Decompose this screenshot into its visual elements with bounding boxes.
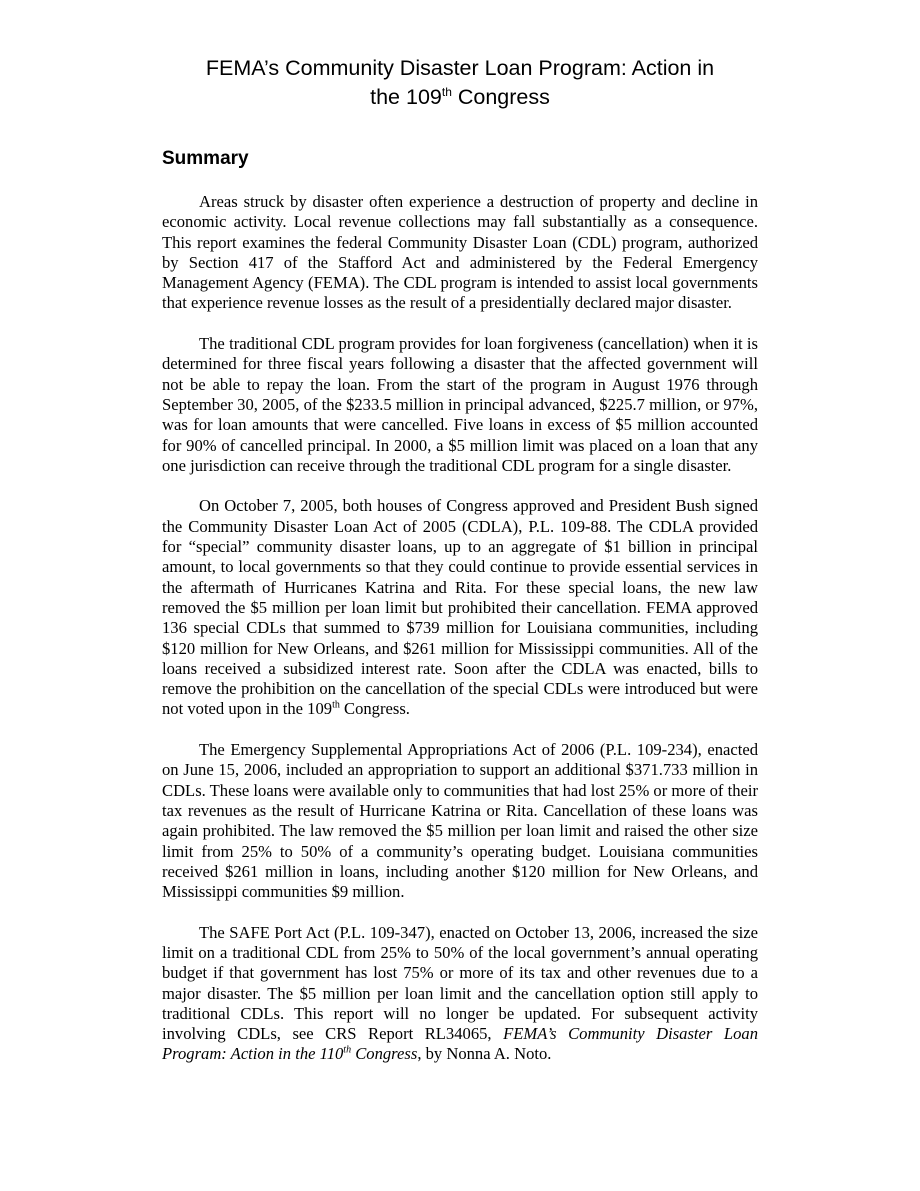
title-line-1: FEMA’s Community Disaster Loan Program: Action in xyxy=(205,56,715,80)
title-line-2: the 109th Congress xyxy=(370,84,550,109)
document-page xyxy=(162,54,758,1085)
paragraph-4: The Emergency Supplemental Appropriations Act of 2006 (P.L. 109-234), enacted on June 15, 2006, included an appropriation to support an additional $371.733 million in CDLs. These loans were available only to communities that had lost 25% or more of their tax revenues as the result of Hurricane Katrina or Rita. Cancellation of these loans was again prohibited. The law removed the $5 million per loan limit and raised the other size limit from 25% to 50% of a community’s operating budget. Louisiana communities received $261 million in loans, including another $120 million for New Orleans, and Mississippi communities $9 million. xyxy=(162,740,759,902)
paragraph-5: The SAFE Port Act (P.L. 109-347), enacted on October 13, 2006, increased the size limit on a traditional CDL from 25% to 50% of the local government’s annual operating budget if that government has lost 75% or more of its tax and other revenues due to a major disaster. The $5 million per loan limit and the cancellation option still apply to traditional CDLs. This report will no longer be updated. For subsequent activity involving CDLs, see CRS Report RL34065, FEMA’s Community Disaster Loan Program: Action in the 110th Congress, by Nonna A. Noto. xyxy=(162,922,758,1064)
document-title xyxy=(162,54,758,112)
paragraph-2: The traditional CDL program provides for loan forgiveness (cancellation) when it is determined for three fiscal years following a disaster that the affected government will not be able to repay the loan. From the start of the program in August 1976 through September 30, 2005, of the $233.5 million in principal advanced, $225.7 million, or 97%, was for loan amounts that were cancelled. Five loans in excess of $5 million accounted for 90% of cancelled principal. In 2000, a $5 million limit was placed on a loan that any one jurisdiction can receive through the traditional CDL program for a single disaster. xyxy=(162,334,758,475)
paragraph-1: Areas struck by disaster often experience a destruction of property and decline in economic activity. Local revenue collections may fall substantially as a consequence. This report examines the federal Community Disaster Loan (CDL) program, authorized by Section 417 of the Stafford Act and administered by the Federal Emergency Management Agency (FEMA). The CDL program is intended to assist local governments that experience revenue losses as the result of a presidentially declared major disaster. xyxy=(162,192,758,313)
report-title-italic: FEMA’s Community Disaster Loan Program: Action in the 110th Congress xyxy=(162,1024,758,1064)
paragraph-3: On October 7, 2005, both houses of Congress approved and President Bush signed the Community Disaster Loan Act of 2005 (CDLA), P.L. 109-88. The CDLA provided for “special” community disaster loans, up to an aggregate of $1 billion in principal amount, to local governments so that they could continue to provide essential services in the aftermath of Hurricanes Katrina and Rita. For these special loans, the new law removed the $5 million per loan limit but prohibited their cancellation. FEMA approved 136 special CDLs that summed to $739 million for Louisiana communities, including $120 million for New Orleans, and $261 million for Mississippi communities. All of the loans received a subsidized interest rate. Soon after the CDLA was enacted, bills to remove the prohibition on the cancellation of the special CDLs were introduced but were not voted upon in the 109th Congress. xyxy=(162,496,758,719)
summary-heading: Summary xyxy=(162,148,249,169)
